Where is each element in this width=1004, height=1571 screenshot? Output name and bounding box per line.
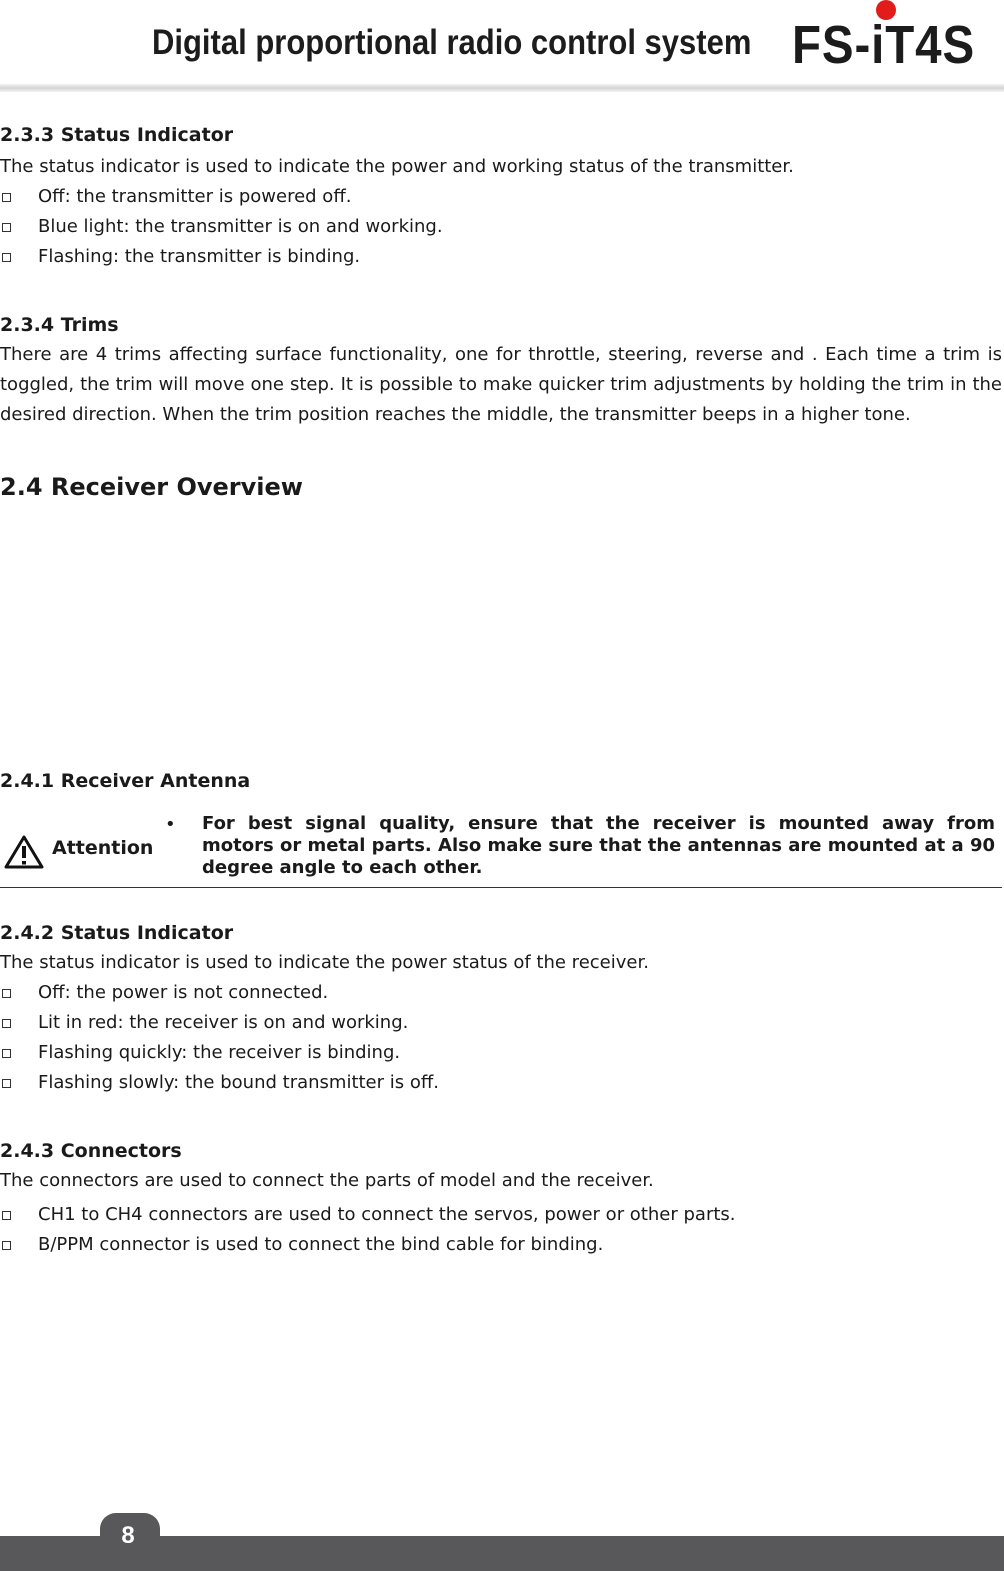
square-bullet-icon bbox=[2, 253, 11, 262]
square-bullet-icon bbox=[2, 1049, 11, 1058]
square-bullet-icon bbox=[2, 989, 11, 998]
section-heading: 2.4.1 Receiver Antenna bbox=[0, 770, 251, 792]
brand-logo: FS-iT4S bbox=[792, 15, 976, 75]
header-divider bbox=[0, 84, 1004, 92]
section-intro: The status indicator is used to indicate the power and working status of the transmitter. bbox=[0, 156, 794, 177]
section-heading: 2.3.4 Trims bbox=[0, 314, 119, 336]
section-2-4-1 bbox=[0, 770, 1002, 792]
list-item: Lit in red: the receiver is on and working. bbox=[0, 1008, 1002, 1038]
section-heading: 2.4 Receiver Overview bbox=[0, 473, 303, 501]
page-number: 8 bbox=[121, 1522, 135, 1549]
square-bullet-icon bbox=[2, 193, 11, 202]
section-body: There are 4 trims affecting surface functionality, one for throttle, steering, reverse and . Each time a trim is toggled, the trim will move one step. It is possible to make quicker trim adjustments by holding the trim in the desired direction. When the trim position reaches the middle, the transmitter beeps in a higher tone. bbox=[0, 344, 1002, 425]
list-item: Blue light: the transmitter is on and working. bbox=[0, 212, 1002, 242]
attention-note bbox=[0, 813, 1002, 888]
section-2-4-2 bbox=[0, 922, 1002, 1098]
square-bullet-icon bbox=[2, 1019, 11, 1028]
warning-triangle-icon bbox=[4, 835, 44, 869]
bullet-icon: • bbox=[165, 814, 176, 835]
list-item: Off: the power is not connected. bbox=[0, 978, 1002, 1008]
list-item: Flashing quickly: the receiver is binding. bbox=[0, 1038, 1002, 1068]
section-2-4-3 bbox=[0, 1140, 1002, 1260]
header-title: Digital proportional radio control system bbox=[152, 22, 752, 63]
connector-list bbox=[0, 1200, 1002, 1260]
list-item: CH1 to CH4 connectors are used to connect the servos, power or other parts. bbox=[0, 1200, 1002, 1230]
square-bullet-icon bbox=[2, 1079, 11, 1088]
section-heading: 2.3.3 Status Indicator bbox=[0, 124, 234, 146]
square-bullet-icon bbox=[2, 223, 11, 232]
square-bullet-icon bbox=[2, 1241, 11, 1250]
attention-text: For best signal quality, ensure that the receiver is mounted away from motors or metal parts. Also make sure that the antennas are mounted at a 90 degree angle to each other. bbox=[202, 813, 995, 878]
square-bullet-icon bbox=[2, 1211, 11, 1220]
section-heading: 2.4.2 Status Indicator bbox=[0, 922, 234, 944]
section-2-3-3 bbox=[0, 124, 1002, 272]
list-item: B/PPM connector is used to connect the bind cable for binding. bbox=[0, 1230, 1002, 1260]
attention-label: Attention bbox=[52, 837, 154, 859]
status-list bbox=[0, 182, 1002, 272]
list-item: Flashing: the transmitter is binding. bbox=[0, 242, 1002, 272]
section-intro: The status indicator is used to indicate the power status of the receiver. bbox=[0, 952, 649, 973]
list-item: Flashing slowly: the bound transmitter is off. bbox=[0, 1068, 1002, 1098]
list-item: Off: the transmitter is powered off. bbox=[0, 182, 1002, 212]
section-2-4 bbox=[0, 473, 1002, 501]
section-heading: 2.4.3 Connectors bbox=[0, 1140, 182, 1162]
section-intro: The connectors are used to connect the parts of model and the receiver. bbox=[0, 1170, 654, 1191]
status-list bbox=[0, 978, 1002, 1098]
section-2-3-4 bbox=[0, 314, 1002, 430]
